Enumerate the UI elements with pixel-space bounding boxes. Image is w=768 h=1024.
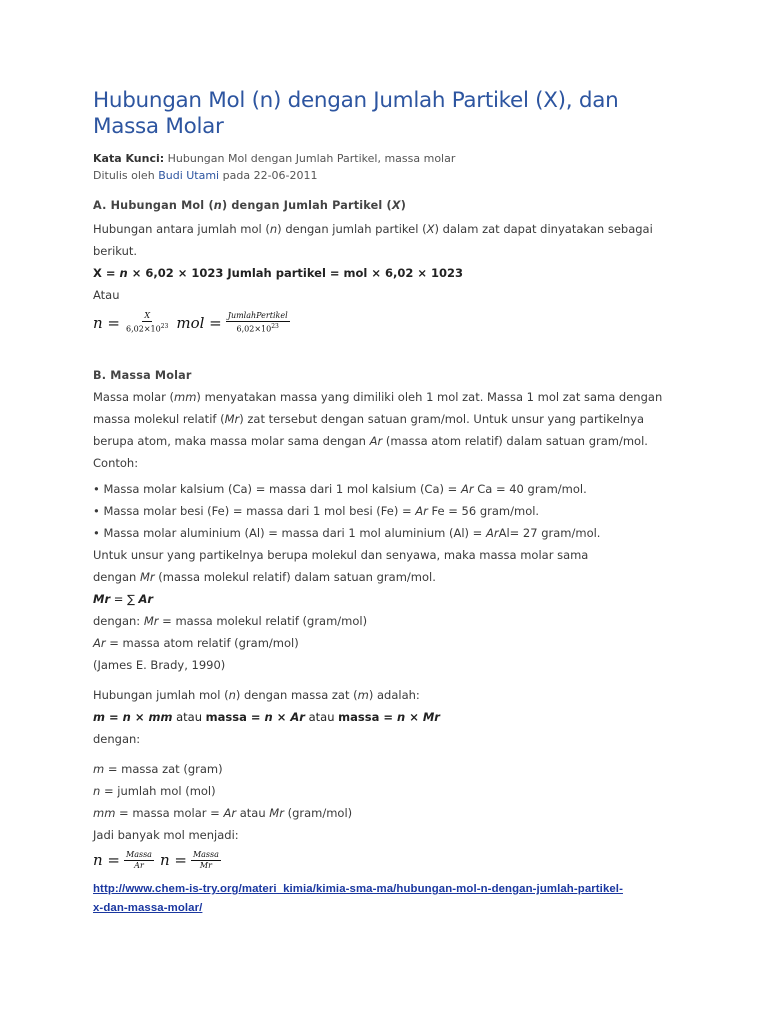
- fraction-mass-ar: $\frac{\text{Massa}}{Ar}$: [126, 849, 152, 870]
- mass-definitions: m = massa zat (gram) n = jumlah mol (mol) mm = massa molar = Ar atau Mr (gram/mol) Jadi banyak mol menjadi:: [93, 762, 353, 842]
- list-item: • Massa molar besi (Fe) = massa dari 1 mol besi (Fe) = Ar Fe = 56 gram/mol.: [93, 504, 540, 518]
- source-link[interactable]: http://www.chem-is-try.org/materi_kimia/kimia-sma-ma/hubungan-mol-n-dengan-jumlah-partikel- x-dan-massa-molar/: [93, 883, 623, 914]
- section-a-intro: Hubungan antara jumlah mol (n) dengan jumlah partikel (X) dalam zat dapat dinyatakan sebagai berikut.: [93, 222, 653, 258]
- page-title: Hubungan Mol (n) dengan Jumlah Partikel (X), dan Massa Molar: [93, 88, 619, 139]
- keywords-line: [93, 150, 683, 167]
- example-list: [93, 478, 683, 544]
- section-b-heading: B. Massa Molar: [93, 369, 192, 382]
- fraction-mass-mr: $\frac{\text{Massa}}{Mr}$: [192, 849, 219, 870]
- section-b-molecule: Untuk unsur yang partikelnya berupa molekul dan senyawa, maka massa molar sama dengan Mr (massa molekul relatif) dalam satuan gram/mol.: [93, 548, 589, 584]
- date-prefix: pada: [222, 169, 251, 182]
- mass-formula: m = n × mm atau massa = n × Ar atau massa = n × Mr: [93, 710, 440, 724]
- list-item: • Massa molar kalsium (Ca) = massa dari 1 mol kalsium (Ca) = Ar Ca = 40 gram/mol.: [93, 482, 587, 496]
- mol-equation: n = $\frac{X}{6,02\times 10^{23}}$ mol = $\frac{\text{JumlahPertikel}}{6,02\times 10^{23}}$: [93, 311, 288, 334]
- dengan-label: dengan:: [93, 732, 141, 746]
- list-item: • Massa molar aluminium (Al) = massa dari 1 mol aluminium (Al) = ArAl= 27 gram/mol.: [93, 526, 601, 540]
- mol-mass-equation: n = $\frac{\text{Massa}}{Ar}$ n = $\frac{\text{Massa}}{Mr}$: [93, 849, 219, 870]
- mass-relation-intro: Hubungan jumlah mol (n) dengan massa zat (m) adalah:: [93, 688, 420, 702]
- article: [93, 88, 683, 918]
- author-link[interactable]: Budi Utami: [158, 169, 220, 182]
- citation: (James E. Brady, 1990): [93, 658, 226, 672]
- fraction-x: $\frac{X}{6,02\times 10^{23}}$: [126, 311, 169, 334]
- mr-definitions: dengan: Mr = massa molekul relatif (gram/mol) Ar = massa atom relatif (gram/mol) (James E. Brady, 1990): [93, 614, 368, 672]
- section-b-body: Massa molar (mm) menyatakan massa yang dimiliki oleh 1 mol zat. Massa 1 mol zat sama dengan massa molekul relatif (Mr) zat tersebut dengan satuan gram/mol. Untuk unsur yang partikelnya berupa atom, maka massa molar sama dengan Ar (massa atom relatif) dalam satuan gram/mol. Contoh:: [93, 390, 663, 470]
- fraction-particles: $\frac{\text{JumlahPertikel}}{6,02\times 10^{23}}$: [227, 311, 288, 334]
- keywords: Hubungan Mol dengan Jumlah Partikel, massa molar: [167, 152, 456, 165]
- atau-label: Atau: [93, 288, 120, 302]
- keywords-label: Kata Kunci:: [93, 152, 165, 165]
- mr-formula: Mr = ∑ Ar: [93, 592, 154, 606]
- publish-date: 22-06-2011: [253, 169, 318, 182]
- particle-formula: X = n × 6,02 × 1023 Jumlah partikel = mol × 6,02 × 1023: [93, 266, 464, 280]
- byline: [93, 167, 683, 184]
- byline-prefix: Ditulis oleh: [93, 169, 155, 182]
- article-meta: [93, 150, 683, 184]
- section-a-heading: A. Hubungan Mol (n) dengan Jumlah Partikel (X): [93, 199, 407, 212]
